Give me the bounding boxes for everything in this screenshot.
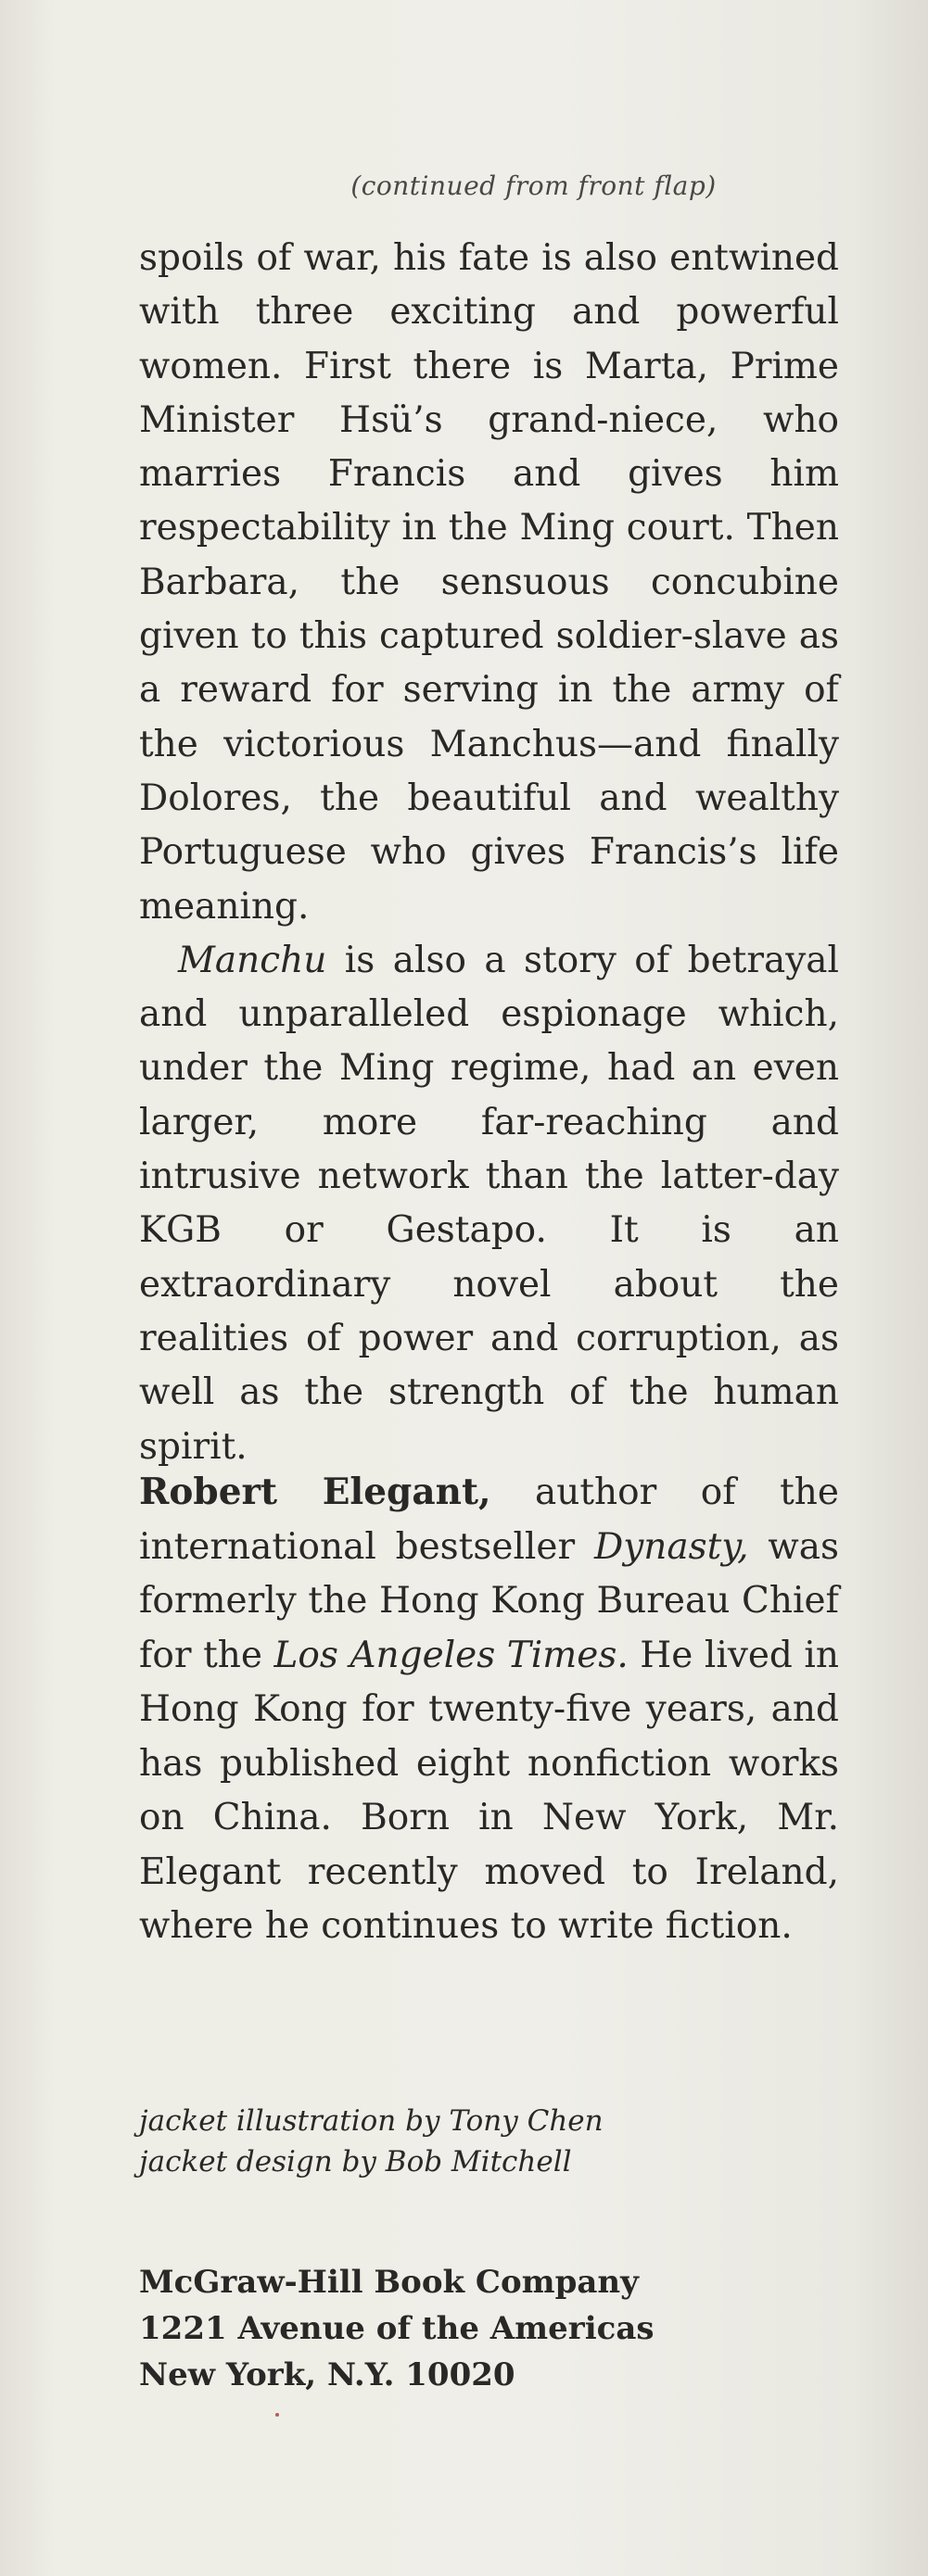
synopsis bbox=[139, 232, 839, 1474]
newspaper-title: Los Angeles Times. bbox=[273, 1634, 629, 1676]
design-credit: jacket design by Bob Mitchell bbox=[139, 2145, 572, 2178]
publisher-street: 1221 Avenue of the Americas bbox=[139, 2310, 655, 2347]
synopsis-paragraph-1: spoils of war, his fate is also entwined with three exciting and powerful women. First there is Marta, Prime Minister Hsü’s grand-niece, who marries Francis and gives him respectability in the Ming court. Then Barbara, the sensuous concubine given to this captured soldier-slave as a reward for serving in the army of the victorious Manchus—and finally Dolores, the beautiful and wealthy Portuguese who gives Francis’s life meaning. bbox=[139, 237, 839, 928]
bio-text-2: was formerly the Hong Kong Bureau Chief for the bbox=[139, 1525, 839, 1676]
continued-note: (continued from front flap) bbox=[350, 170, 717, 201]
book-title-dynasty: Dynasty, bbox=[593, 1525, 749, 1568]
author-bio bbox=[139, 1465, 839, 1954]
bio-text-3: He lived in Hong Kong for twenty-five years, and has published eight nonfiction works on China. Born in New York, Mr. Elegant recently moved to Ireland, where he continues to write fiction. bbox=[139, 1634, 839, 1947]
author-bio-paragraph bbox=[139, 1465, 839, 1954]
book-title-manchu: Manchu bbox=[178, 939, 327, 981]
publisher-address bbox=[139, 2259, 655, 2398]
synopsis-paragraph-2-text: is also a story of betrayal and unparalleled espionage which, under the Ming regime, had an even larger, more far-reaching and intrusive network than the latter-day KGB or Gestapo. It is an extraordinary novel about the realities of power and corruption, as well as the strength of the human spirit. bbox=[139, 939, 839, 1468]
publisher-name: McGraw-Hill Book Company bbox=[139, 2264, 639, 2301]
synopsis-paragraph-2 bbox=[139, 934, 839, 1474]
author-name: Robert Elegant, bbox=[139, 1471, 491, 1513]
bio-text-1: author of the international bestseller bbox=[139, 1471, 839, 1568]
paper-speck bbox=[275, 2413, 279, 2417]
illustration-credit: jacket illustration by Tony Chen bbox=[139, 2104, 604, 2138]
publisher-city: New York, N.Y. 10020 bbox=[139, 2356, 515, 2393]
jacket-credits bbox=[139, 2101, 604, 2182]
